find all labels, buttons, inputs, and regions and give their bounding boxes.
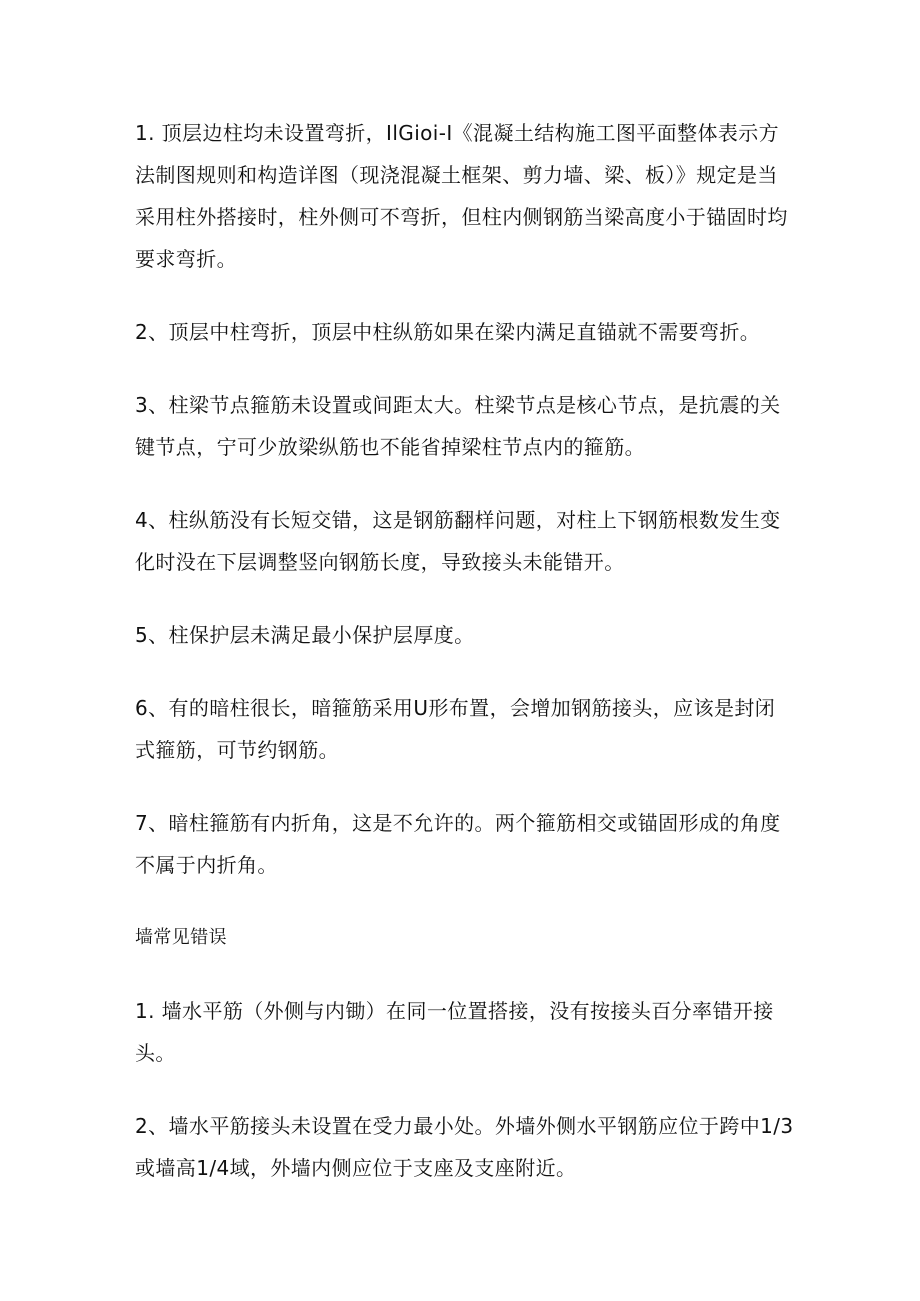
paragraph-wall-1: 1. 墙水平筋（外侧与内锄）在同一位置搭接，没有按接头百分率错开接头。: [135, 999, 774, 1065]
paragraph-wall-2: 2、墙水平筋接头未设置在受力最小处。外墙外侧水平钢筋应位于跨中1/3或墙高1/4域，外墙内侧应位于支座及支座附近。: [135, 1114, 794, 1180]
section-heading-wall-errors: 墙常见错误: [135, 927, 227, 948]
paragraph-column-5: 5、柱保护层未满足最小保护层厚度。: [135, 623, 475, 647]
paragraph-column-4: 4、柱纵筋没有长短交错，这是钢筋翻样问题，对柱上下钢筋根数发生变化时没在下层调整竖向钢筋长度，导致接头未能错开。: [135, 508, 781, 574]
paragraph-column-7: 7、暗柱箍筋有内折角，这是不允许的。两个箍筋相交或锚固形成的角度不属于内折角。: [135, 811, 781, 877]
paragraph-column-6: 6、有的暗柱很长，暗箍筋采用U形布置，会增加钢筋接头，应该是封闭式箍筋，可节约钢筋。: [135, 696, 776, 762]
document-body: [135, 112, 795, 1220]
paragraph-column-3: 3、柱梁节点箍筋未设置或间距太大。柱梁节点是核心节点，是抗震的关键节点，宁可少放梁纵筋也不能省掉梁柱节点内的箍筋。: [135, 393, 781, 459]
paragraph-column-1: 1. 顶层边柱均未设置弯折，IlGioi-I《混凝土结构施工图平面整体表示方法制图规则和构造详图（现浇混凝土框架、剪力墙、梁、板）》规定是当采用柱外搭接时，柱外侧可不弯折，但柱内侧钢筋当梁高度小于锚固时均要求弯折。: [135, 121, 788, 271]
paragraph-column-2: 2、顶层中柱弯折，顶层中柱纵筋如果在梁内满足直锚就不需要弯折。: [135, 320, 761, 344]
